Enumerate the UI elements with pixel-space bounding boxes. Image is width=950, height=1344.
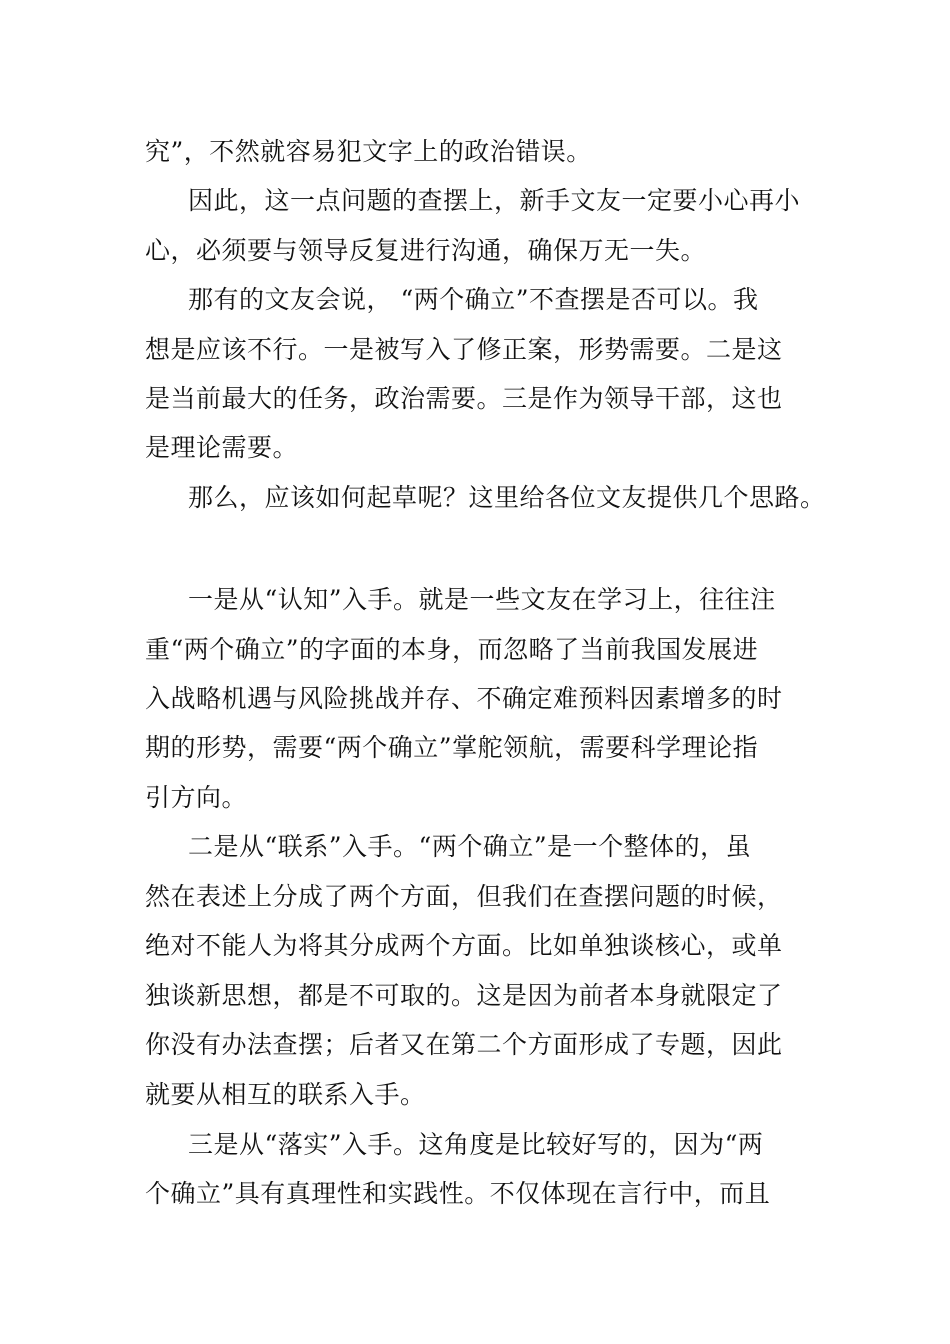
- text-line: 个确立”具有真理性和实践性。不仅体现在言行中，而且: [145, 1179, 771, 1208]
- text-line: 然在表述上分成了两个方面，但我们在查摆问题的时候，: [145, 882, 783, 911]
- text-line: 是当前最大的任务，政治需要。三是作为领导干部，这也: [145, 384, 783, 413]
- text-line: 因此，这一点问题的查摆上，新手文友一定要小心再小: [188, 186, 801, 215]
- text-line: 期的形势，需要“两个确立”掌舵领航，需要科学理论指: [145, 733, 759, 762]
- text-line: 究”，不然就容易犯文字上的政治错误。: [145, 137, 592, 166]
- text-line: 那有的文友会说， “两个确立”不查摆是否可以。我: [188, 285, 759, 314]
- text-line: 三是从“落实”入手。这角度是比较好写的，因为“两: [188, 1130, 764, 1159]
- text-line: 那么，应该如何起草呢？这里给各位文友提供几个思路。: [188, 483, 826, 512]
- text-line: 独谈新思想，都是不可取的。这是因为前者本身就限定了: [145, 981, 783, 1010]
- text-line: 你没有办法查摆；后者又在第二个方面形成了专题，因此: [145, 1030, 783, 1059]
- text-line: 是理论需要。: [145, 433, 299, 462]
- text-line: 二是从“联系”入手。“两个确立”是一个整体的，虽: [188, 832, 752, 861]
- text-line: 一是从“认知”入手。就是一些文友在学习上，往往注: [188, 585, 776, 614]
- text-line: 绝对不能人为将其分成两个方面。比如单独谈核心，或单: [145, 931, 783, 960]
- text-line: 入战略机遇与风险挑战并存、不确定难预料因素增多的时: [145, 684, 783, 713]
- text-line: 重“两个确立”的字面的本身，而忽略了当前我国发展进: [145, 635, 759, 664]
- text-line: 想是应该不行。一是被写入了修正案，形势需要。二是这: [145, 335, 783, 364]
- text-line: 心，必须要与领导反复进行沟通，确保万无一失。: [145, 236, 707, 265]
- text-line: 引方向。: [145, 783, 248, 812]
- text-line: 就要从相互的联系入手。: [145, 1080, 426, 1109]
